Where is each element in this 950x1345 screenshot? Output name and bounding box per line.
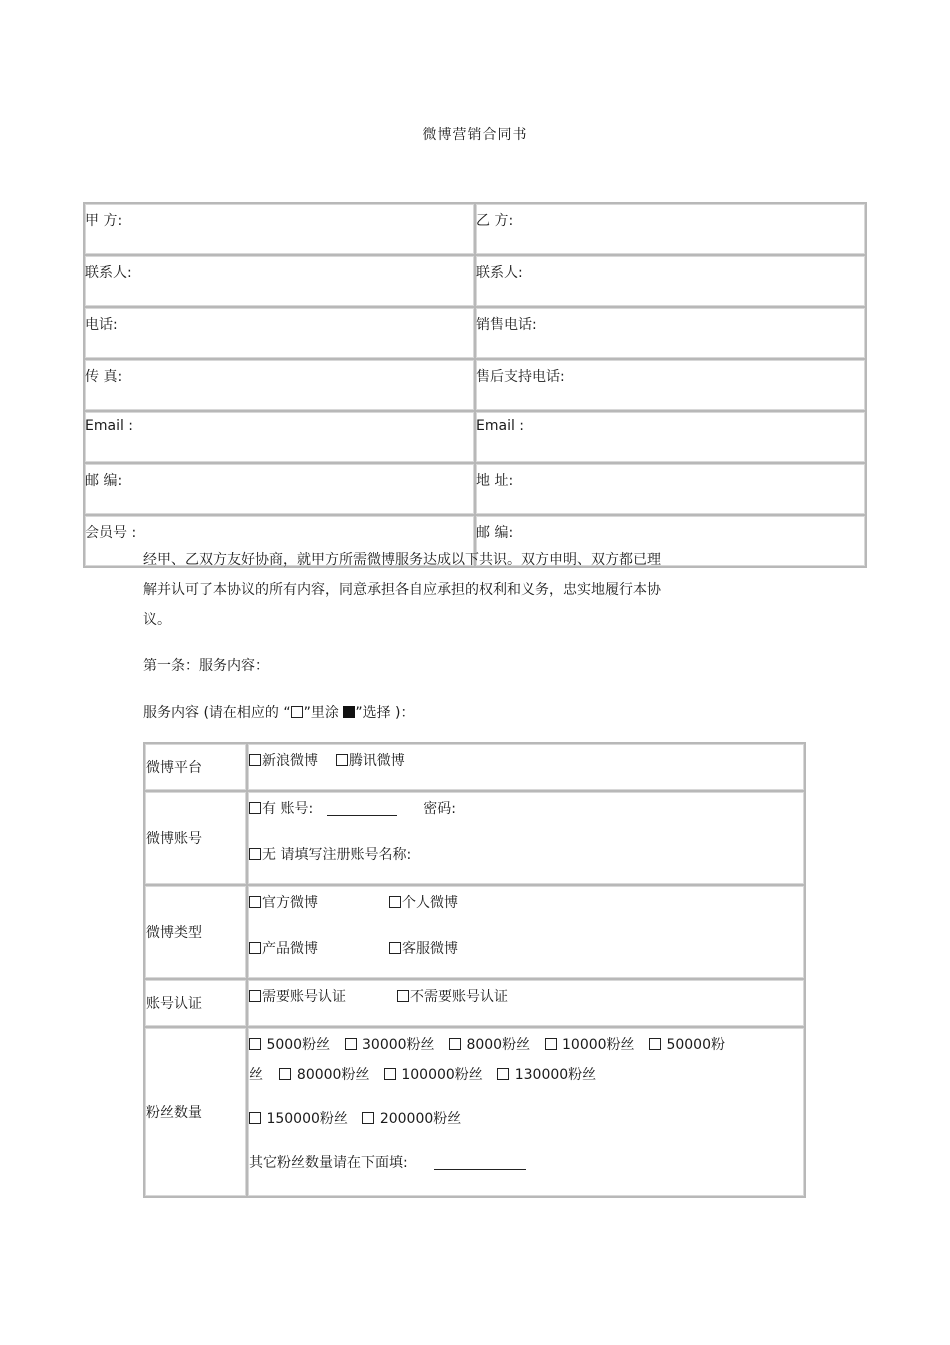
party-a-field[interactable]: 邮 编: xyxy=(84,463,475,515)
option-label: 产品微博 xyxy=(262,941,318,957)
party-b-field[interactable]: 销售电话: xyxy=(475,307,866,359)
option-label: 官方微博 xyxy=(262,895,318,911)
hint-suffix: ”选择 )： xyxy=(355,705,415,721)
party-b-field[interactable]: 售后支持电话: xyxy=(475,359,866,411)
option-label: 8000粉丝 xyxy=(466,1037,531,1053)
option-label: 100000粉丝 xyxy=(401,1067,483,1083)
checkbox-fans[interactable] xyxy=(384,1068,396,1080)
party-row xyxy=(84,255,866,307)
party-b-field[interactable]: Email : xyxy=(475,411,866,463)
option-label: 腾讯微博 xyxy=(348,753,405,769)
party-b-field[interactable]: 地 址: xyxy=(475,463,866,515)
option-label: 5000粉丝 xyxy=(266,1037,331,1053)
party-b-field[interactable]: 邮 编: xyxy=(475,515,866,567)
row-verify xyxy=(144,979,805,1027)
checkbox-no-verify[interactable] xyxy=(397,990,409,1002)
party-a-field[interactable]: Email : xyxy=(84,411,475,463)
option-label: 80000粉丝 xyxy=(296,1067,370,1083)
checkbox-fans[interactable] xyxy=(497,1068,509,1080)
row-label: 微博平台 xyxy=(144,743,247,791)
option-label: 客服微博 xyxy=(402,941,458,957)
party-row xyxy=(84,463,866,515)
row-label: 粉丝数量 xyxy=(144,1027,247,1197)
other-fans-input[interactable] xyxy=(434,1155,526,1170)
checkbox-fans[interactable] xyxy=(279,1068,291,1080)
no-account-label: 无 请填写注册账号名称: xyxy=(262,847,412,863)
checkbox-need-verify[interactable] xyxy=(249,990,261,1002)
checkbox-product[interactable] xyxy=(249,942,261,954)
party-row xyxy=(84,307,866,359)
checkbox-official[interactable] xyxy=(249,896,261,908)
option-label: 30000粉丝 xyxy=(362,1037,435,1053)
party-b-field[interactable]: 乙 方: xyxy=(475,203,866,255)
account-input[interactable] xyxy=(327,801,397,816)
party-a-field[interactable]: 传 真: xyxy=(84,359,475,411)
checkbox-fans[interactable] xyxy=(449,1038,461,1050)
row-type xyxy=(144,885,805,979)
hint-mid: ”里涂 xyxy=(303,705,344,721)
party-a-field[interactable]: 会员号 : xyxy=(84,515,475,567)
option-label: 个人微博 xyxy=(402,895,458,911)
option-label: 50000粉 xyxy=(666,1037,725,1053)
checkbox-fans[interactable] xyxy=(249,1112,261,1124)
checkbox-fans[interactable] xyxy=(249,1038,261,1050)
checkbox-sina[interactable] xyxy=(249,754,261,766)
option-label: 10000粉丝 xyxy=(562,1037,635,1053)
checkbox-service[interactable] xyxy=(389,942,401,954)
row-platform xyxy=(144,743,805,791)
checkbox-fans[interactable] xyxy=(649,1038,661,1050)
party-row xyxy=(84,359,866,411)
party-a-field[interactable]: 甲 方: xyxy=(84,203,475,255)
checkbox-no-account[interactable] xyxy=(249,848,261,860)
checkbox-tencent[interactable] xyxy=(336,754,348,766)
has-account-label: 有 账号: xyxy=(262,801,314,817)
intro-line: 议。 xyxy=(143,612,171,628)
party-b-field[interactable]: 联系人: xyxy=(475,255,866,307)
empty-box-icon xyxy=(291,706,303,718)
intro-paragraph xyxy=(143,545,743,635)
article-1-heading: 第一条：服务内容： xyxy=(143,658,269,674)
intro-line: 解并认可了本协议的所有内容，同意承担各自应承担的权利和义务，忠实地履行本协 xyxy=(143,582,661,598)
option-label: 130000粉丝 xyxy=(514,1067,597,1083)
option-label: 150000粉丝 xyxy=(266,1111,348,1127)
row-label: 账号认证 xyxy=(144,979,247,1027)
party-info-table xyxy=(83,202,867,568)
option-label-cont: 丝 xyxy=(249,1067,263,1083)
party-row xyxy=(84,411,866,463)
party-a-field[interactable]: 联系人: xyxy=(84,255,475,307)
password-label: 密码: xyxy=(423,801,456,817)
option-label: 不需要账号认证 xyxy=(410,989,508,1005)
checkbox-fans[interactable] xyxy=(545,1038,557,1050)
filled-box-icon xyxy=(343,706,355,718)
hint-prefix: 服务内容 (请在相应的 “ xyxy=(143,705,291,721)
party-row xyxy=(84,203,866,255)
document-title: 微博营销合同书 xyxy=(422,127,528,143)
row-account xyxy=(144,791,805,885)
checkbox-personal[interactable] xyxy=(389,896,401,908)
service-table xyxy=(143,742,806,1198)
row-fans xyxy=(144,1027,805,1197)
option-label: 200000粉丝 xyxy=(379,1111,462,1127)
other-fans-label: 其它粉丝数量请在下面填: xyxy=(249,1155,408,1171)
service-hint xyxy=(143,702,415,722)
checkbox-has-account[interactable] xyxy=(249,802,261,814)
checkbox-fans[interactable] xyxy=(362,1112,374,1124)
party-a-field[interactable]: 电话: xyxy=(84,307,475,359)
row-label: 微博类型 xyxy=(144,885,247,979)
option-label: 需要账号认证 xyxy=(262,989,346,1005)
checkbox-fans[interactable] xyxy=(345,1038,357,1050)
intro-line: 经甲、乙双方友好协商，就甲方所需微博服务达成以下共识。双方申明、双方都已理 xyxy=(143,552,661,568)
option-label: 新浪微博 xyxy=(262,753,318,769)
row-label: 微博账号 xyxy=(144,791,247,885)
